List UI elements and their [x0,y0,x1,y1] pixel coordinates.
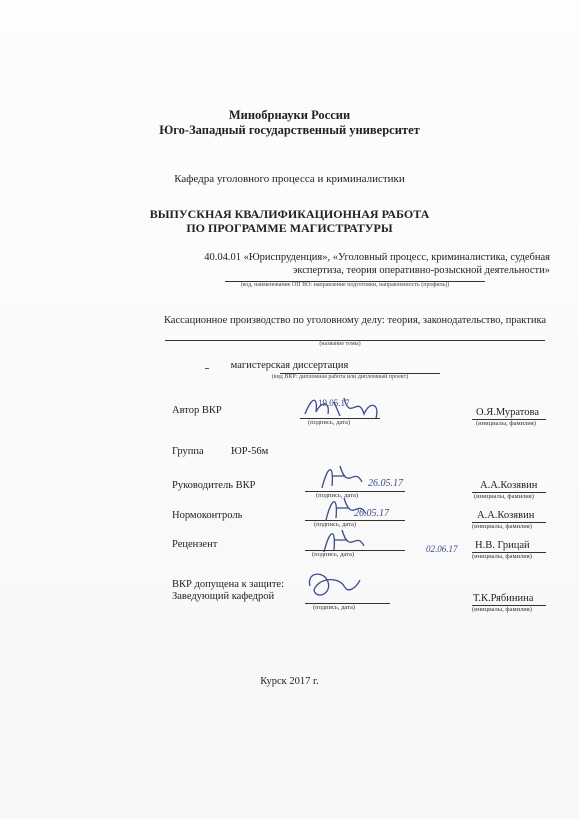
reviewer-name: Н.В. Грицай [475,540,530,551]
program-caption: (код, наименование ОП ВО: направление подготовки, направленность (профиль)) [240,282,450,288]
admitted-label: ВКР допущена к защите: [172,579,284,590]
author-sign-date: 19.05.17 [318,398,350,408]
group-value: ЮР-56м [231,446,269,457]
title-line-2: ПО ПРОГРАММЕ МАГИСТРАТУРЫ [186,221,393,235]
reviewer-label: Рецензент [172,539,218,550]
supervisor-label: Руководитель ВКР [172,480,256,491]
supervisor-signature [318,462,438,494]
program-text: 40.04.01 «Юриспруденция», «Уголовный процесс, криминалистика, судебная экспертиза, теория оперативно-розыскной деятельности» [204,252,550,276]
head-label: Заведующий кафедрой [172,591,275,602]
normcontrol-name: А.А.Козявин [477,510,535,521]
reviewer-name-caption: (инициалы, фамилия) [472,553,532,560]
normcontrol-label: Нормоконтроль [172,510,243,521]
work-type-text: магистерская диссертация [230,360,349,371]
topic-caption: (название темы) [319,341,361,347]
supervisor-name-caption: (инициалы, фамилия) [474,493,534,500]
group-label: Группа [172,446,204,457]
department-heading: Кафедра уголовного процесса и криминалистики [174,173,405,185]
supervisor-sign-date: 26.05.17 [368,478,403,489]
normcontrol-name-caption: (инициалы, фамилия) [472,523,532,530]
reviewer-sign-caption: (подпись, дата) [312,551,355,558]
normcontrol-sign-date: 26.05.17 [354,508,389,519]
university-heading: Юго-Западный государственный университет [159,123,420,137]
title-line-1: ВЫПУСКНАЯ КВАЛИФИКАЦИОННАЯ РАБОТА [149,207,430,221]
normcontrol-sign-caption: (подпись, дата) [314,521,357,528]
reviewer-sign-date: 02.06.17 [426,544,458,554]
author-label: Автор ВКР [172,405,222,416]
work-type-caption: (вид ВКР: дипломная работа или дипломный проект) [271,374,409,380]
ministry-heading: Минобрнауки России [228,108,351,122]
author-name-caption: (инициалы, фамилия) [476,420,536,427]
author-name: О.Я.Муратова [476,407,539,418]
supervisor-name: А.А.Козявин [480,480,538,491]
topic-text: Кассационное производство по уголовному делу: теория, законодательство, практика [163,315,547,326]
supervisor-sign-caption: (подпись, дата) [316,492,359,499]
city-year: Курск 2017 г. [260,676,319,687]
head-sign-caption: (подпись, дата) [313,604,356,611]
author-sign-caption: (подпись, дата) [308,419,351,426]
document-title [0,207,579,235]
head-name: Т.К.Рябинина [473,593,534,604]
head-signature [304,568,364,604]
head-name-caption: (инициалы, фамилия) [472,606,532,613]
